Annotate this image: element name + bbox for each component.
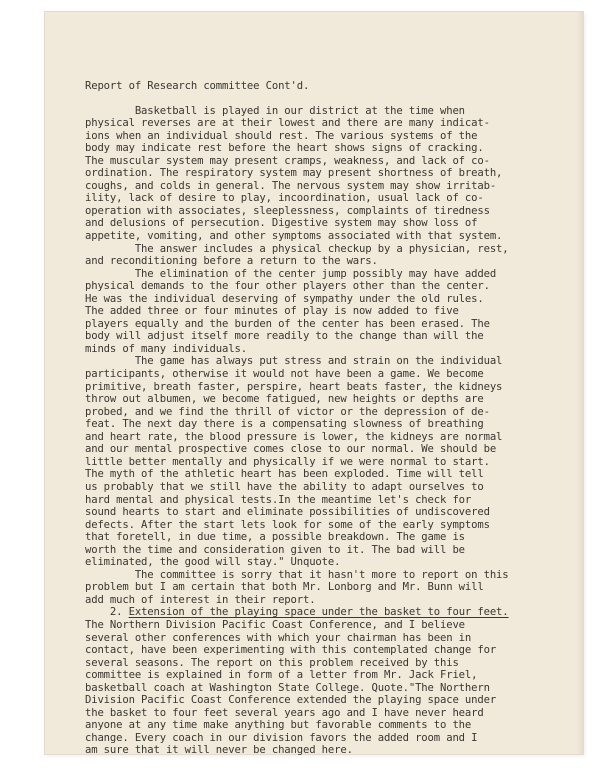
text-line: add much of interest in their report. xyxy=(85,593,316,606)
text-line: probed, and we find the thrill of victor or the depression of de- xyxy=(85,405,490,418)
text-line: The elimination of the center jump possibly may have added xyxy=(85,267,497,280)
text-line: The Northern Division Pacific Coast Conference, and I believe xyxy=(85,618,465,631)
text-line: The added three or four minutes of play is now added to five xyxy=(85,305,459,318)
text-line: sound hearts to start and eliminate possibilities of undiscovered xyxy=(85,506,490,519)
document-heading: Report of Research committee Cont'd. xyxy=(85,80,310,92)
text-line: Division Pacific Coast Conference extended the playing space under xyxy=(85,694,497,707)
body-paragraphs xyxy=(85,105,595,607)
text-line: committee is explained in form of a letter from Mr. Jack Friel, xyxy=(85,669,478,682)
text-line: minds of many individuals. xyxy=(85,342,247,355)
text-line: the basket to four feet several years ago and I have never heard xyxy=(85,706,484,719)
text-line: body may indicate rest before the heart shows signs of cracking. xyxy=(85,142,484,155)
section-title: Extension of the playing space under the basket to four feet. xyxy=(128,606,509,619)
text-line: throw out albumen, we become fatigued, new heights or depths are xyxy=(85,393,484,406)
text-line: physical reverses are at their lowest and there are many indicat- xyxy=(85,117,490,130)
text-line: defects. After the start lets look for some of the early symptoms xyxy=(85,518,490,531)
text-line: contact, have been experimenting with this contemplated change for xyxy=(85,644,497,657)
text-line: anyone at any time make anything but favorable comments to the xyxy=(85,719,472,732)
text-line: change. Every coach in our division favors the added room and I xyxy=(85,731,478,744)
text-line: and our mental prospective comes close to our normal. We should be xyxy=(85,443,497,456)
text-line: us probably that we still have the ability to adapt ourselves to xyxy=(85,480,484,493)
text-line: eliminated, the good will stay." Unquote. xyxy=(85,556,341,569)
section-number: 2. xyxy=(85,606,129,619)
document-body xyxy=(85,80,595,757)
text-line: ility, lack of desire to play, incoordination, usual lack of co- xyxy=(85,192,484,205)
text-line: The committee is sorry that it hasn't more to report on this xyxy=(85,568,509,581)
text-line: and delusions of persecution. Digestive system may show loss of xyxy=(85,217,478,230)
text-line: participants, otherwise it would not have been a game. We become xyxy=(85,368,484,381)
text-line: body will adjust itself more readily to the change than will the xyxy=(85,330,484,343)
text-line: The myth of the athletic heart has been exploded. Time will tell xyxy=(85,468,484,481)
text-line: hard mental and physical tests.In the meantime let's check for xyxy=(85,493,472,506)
text-line: ions when an individual should rest. The various systems of the xyxy=(85,129,478,142)
text-line: little better mentally and physically if we were normal to start. xyxy=(85,455,490,468)
document-page xyxy=(45,12,583,757)
text-line: worth the time and consideration given to it. The bad will be xyxy=(85,543,465,556)
text-line: and heart rate, the blood pressure is lower, the kidneys are normal xyxy=(85,430,503,443)
text-line: coughs, and colds in general. The nervous system may show irritab- xyxy=(85,179,497,192)
text-line: The answer includes a physical checkup by a physician, rest, xyxy=(85,242,509,255)
text-line: players equally and the burden of the center has been erased. The xyxy=(85,317,490,330)
text-line: basketball coach at Washington State College. Quote."The Northern xyxy=(85,681,490,694)
section-paragraph xyxy=(85,619,595,757)
text-line: operation with associates, sleeplessness, complaints of tiredness xyxy=(85,204,490,217)
text-line: The game has always put stress and strain on the individual xyxy=(85,355,503,368)
text-line: am sure that it will never be changed here. xyxy=(85,744,353,757)
text-line: primitive, breath faster, perspire, heart beats faster, the kidneys xyxy=(85,380,503,393)
text-line: and reconditioning before a return to the wars. xyxy=(85,255,378,268)
text-line: problem but I am certain that both Mr. Lonborg and Mr. Bunn will xyxy=(85,581,484,594)
text-line: Basketball is played in our district at the time when xyxy=(85,104,465,117)
text-line: that foretell, in due time, a possible breakdown. The game is xyxy=(85,531,465,544)
text-line: appetite, vomiting, and other symptoms associated with that system. xyxy=(85,230,503,243)
text-line: The muscular system may present cramps, weakness, and lack of co- xyxy=(85,154,490,167)
text-line: several seasons. The report on this problem received by this xyxy=(85,656,459,669)
text-line: He was the individual deserving of sympathy under the old rules. xyxy=(85,292,484,305)
section-heading xyxy=(85,606,595,619)
text-line: feat. The next day there is a compensating slowness of breathing xyxy=(85,418,484,431)
text-line: physical demands to the four other players other than the center. xyxy=(85,280,490,293)
text-line: ordination. The respiratory system may present shortness of breath, xyxy=(85,167,503,180)
text-line: several other conferences with which your chairman has been in xyxy=(85,631,472,644)
